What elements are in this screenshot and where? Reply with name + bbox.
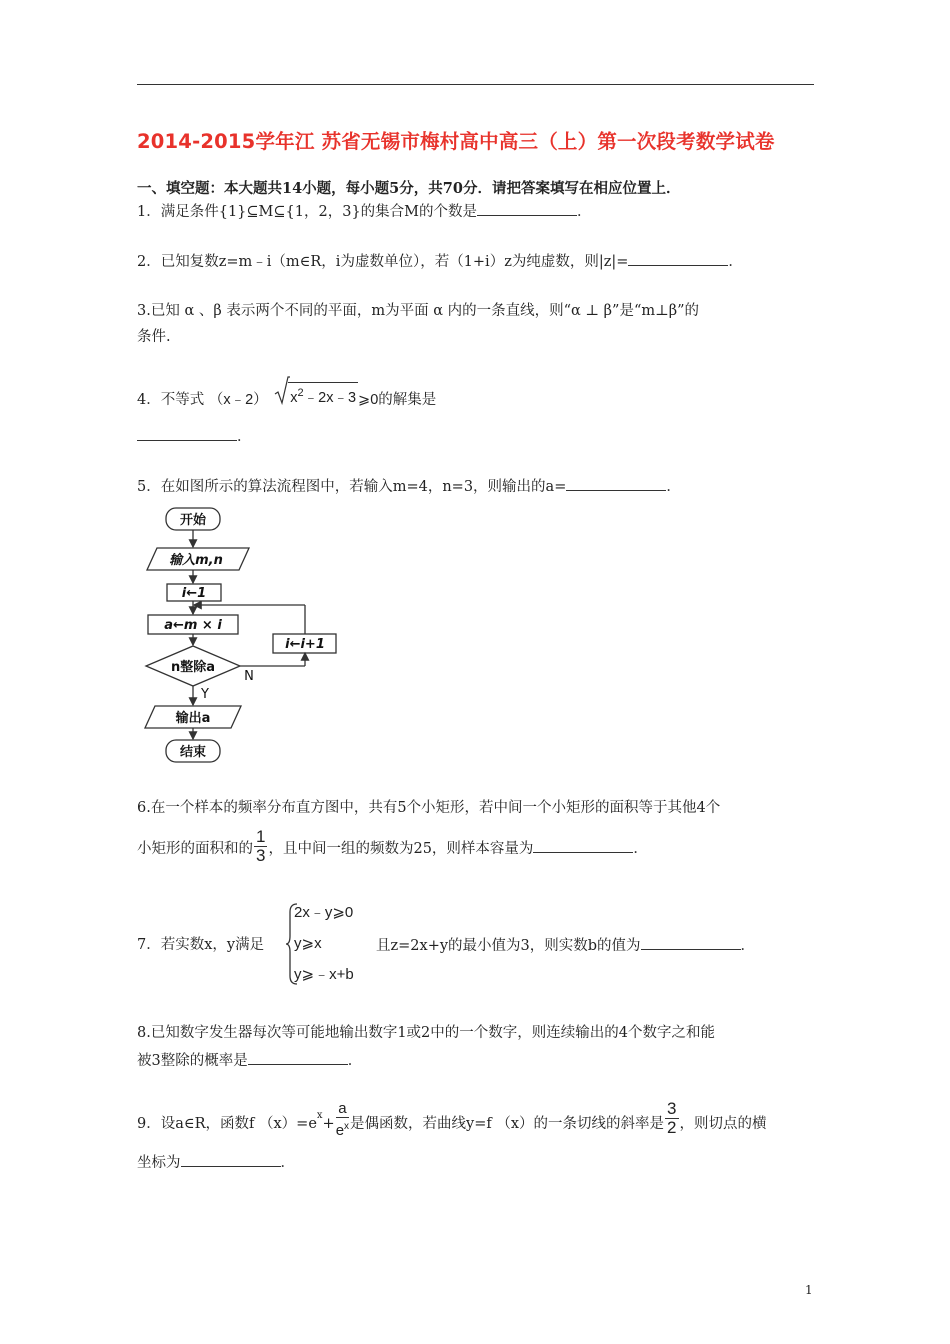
- page-number: 1: [805, 1283, 813, 1297]
- constraint-2: y⩾x: [294, 935, 322, 952]
- question-4: 4．不等式 （x﹣2） $x^2﹣2x﹣3$ ⩾0的解集是: [137, 384, 436, 414]
- question-1-text: 1．满足条件{1}⊆M⊆{1，2，3}的集合M的个数是: [137, 204, 478, 220]
- question-2: 2．已知复数z=m﹣i（m∈R，i为虚数单位），若（1+i）z为纯虚数，则|z|= ．: [137, 251, 743, 272]
- answer-blank-1[interactable]: [477, 201, 577, 216]
- question-6-line-2: 小矩形的面积和的 $\frac{1}{3}$ ，且中间一组的频数为25，则样本容量为 ．: [137, 827, 648, 865]
- question-4-answer-line: ．: [137, 426, 252, 447]
- question-6-line-1: 6.在一个样本的频率分布直方图中，共有5个小矩形，若中间一个小矩形的面积等于其他4个: [137, 800, 721, 816]
- question-7: 7．若实数x，y满足: [137, 937, 265, 953]
- question-9-line-2: 坐标为 ．: [137, 1152, 295, 1173]
- answer-blank-6[interactable]: [533, 838, 633, 853]
- flow-start-label: 开始: [179, 513, 207, 528]
- answer-blank-9[interactable]: [181, 1152, 281, 1167]
- question-7-continued: 且z=2x+y的最小值为3，则实数b的值为 ．: [376, 935, 755, 956]
- flow-update-label: i←i+1: [285, 637, 325, 652]
- flow-end-label: 结束: [179, 745, 207, 760]
- flow-no-label: N: [244, 669, 254, 684]
- sqrt-expression: $x^2﹣2x﹣3$: [274, 384, 358, 410]
- answer-blank-5[interactable]: [566, 476, 666, 491]
- question-9: 9．设a∈R，函数f $(x)=e^x+$ $\frac{a}{e^x}$ 是偶函数，若曲线y=f （x）的一条切线的斜率是 $\frac{3}{2}$ ，则切点的横: [137, 1099, 767, 1139]
- question-3-line-2: 条件.: [137, 329, 171, 345]
- header-rule: [137, 84, 814, 85]
- answer-blank-8[interactable]: [248, 1050, 348, 1065]
- question-2-text: 2．已知复数z=m﹣i（m∈R，i为虚数单位），若（1+i）z为纯虚数，则|z|=: [137, 254, 629, 270]
- answer-blank-2[interactable]: [628, 251, 728, 266]
- question-5: 5．在如图所示的算法流程图中，若输入m=4，n=3，则输出的a= ．: [137, 476, 681, 497]
- question-8-line-2: 被3整除的概率是 ．: [137, 1050, 362, 1071]
- answer-blank-7[interactable]: [641, 935, 741, 950]
- section-heading: 一、填空题：本大题共14小题，每小题5分，共70分．请把答案填写在相应位置上．: [137, 180, 681, 197]
- fraction-one-third: $\frac{1}{3}$: [256, 827, 266, 865]
- flow-output-label: 输出a: [175, 711, 211, 726]
- flow-input-label: 输入m,n: [169, 553, 223, 568]
- constraint-1: 2x﹣y⩾0: [294, 904, 354, 921]
- flow-decision-label: n整除a: [170, 660, 216, 675]
- question-8-line-1: 8.已知数字发生器每次等可能地输出数字1或2中的一个数字，则连续输出的4个数字之和能: [137, 1025, 716, 1041]
- constraint-3: y⩾﹣x+b: [294, 966, 354, 983]
- flow-init-label: i←1: [181, 586, 207, 601]
- question-1: 1．满足条件{1}⊆M⊆{1，2，3}的集合M的个数是 ．: [137, 201, 592, 222]
- algorithm-flowchart: [135, 503, 355, 765]
- fraction-three-halves: $\frac{3}{2}$: [667, 1099, 677, 1137]
- fraction-a-over-ex: $\frac{a}{e^x}$: [335, 1100, 350, 1139]
- flow-assign-label: a←m × i: [164, 618, 222, 633]
- answer-blank-4[interactable]: [137, 426, 237, 441]
- question-3-line-1: 3.已知 α 、β 表示两个不同的平面，m为平面 α 内的一条直线，则“α ⊥ β”是“m⊥β”的: [137, 303, 700, 319]
- flow-yes-label: Y: [201, 687, 209, 702]
- question-5-text: 5．在如图所示的算法流程图中，若输入m=4，n=3，则输出的a=: [137, 479, 567, 495]
- page-title: 2014-2015学年江 苏省无锡市梅村高中高三（上）第一次段考数学试卷: [137, 130, 775, 153]
